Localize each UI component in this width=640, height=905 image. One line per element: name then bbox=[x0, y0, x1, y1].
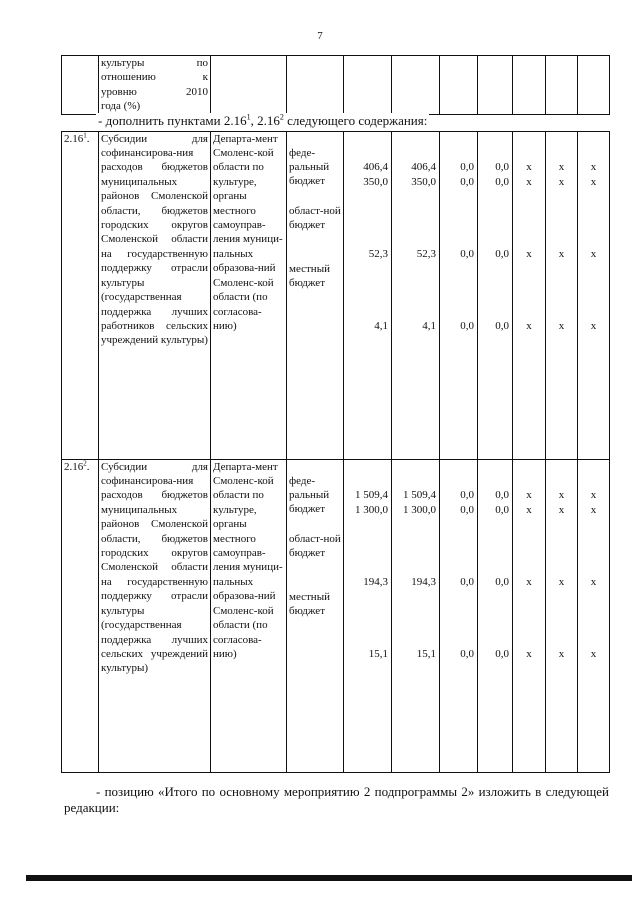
note-add-items: - дополнить пунктами 2.16$^1$, 2.16$^2$ следующего содержания: bbox=[98, 112, 428, 128]
table-row bbox=[62, 131, 610, 459]
item-description: Субсидии для софинансирова-ния расходов бюджетов муниципальных районов Смоленской области, бюджетов городских округов Смоленской области на государственную поддержку отрасли культуры (государственная поддержка лучших сельских учреждений культуры) bbox=[99, 459, 211, 772]
indicator-x-2: х х х х bbox=[546, 459, 578, 772]
program-table bbox=[61, 55, 609, 773]
item-description: Субсидии для софинансирова-ния расходов бюджетов муниципальных районов Смоленской области, бюджетов городских округов Смоленской области на государственную поддержку отрасли культуры (государственная поддержка лучших работников сельских учреждений культуры) bbox=[99, 131, 211, 459]
funding-sources: феде-ральный бюджет област-ной бюджет местный бюджет bbox=[287, 459, 344, 772]
continuation-row bbox=[62, 56, 610, 115]
amount-year-3: 0,0 0,0 0,0 0,0 bbox=[478, 459, 513, 772]
total-amount: 406,4 350,0 52,3 4,1 bbox=[344, 131, 392, 459]
amount-year-3: 0,0 0,0 0,0 0,0 bbox=[478, 131, 513, 459]
indicator-x-3: х х х х bbox=[578, 131, 610, 459]
item-executor: Департа-мент Смоленс-кой области по культуре, органы местного самоуправ-ления муници-пальных образова-ний Смоленс-кой области (по согласова-нию) bbox=[211, 459, 287, 772]
amount-year-1: 406,4 350,0 52,3 4,1 bbox=[392, 131, 440, 459]
table-row bbox=[62, 459, 610, 772]
note-position-edit: - позицию «Итого по основному мероприятию 2 подпрограммы 2» изложить в следующей редакции: bbox=[64, 784, 609, 815]
indicator-x-1: х х х х bbox=[513, 131, 546, 459]
item-executor: Департа-мент Смоленс-кой области по культуре, органы местного самоуправ-ления муници-пальных образова-ний Смоленс-кой области (по согласова-нию) bbox=[211, 131, 287, 459]
item-number: 2.16$^2$. bbox=[62, 459, 99, 772]
indicator-x-3: х х х х bbox=[578, 459, 610, 772]
amount-year-1: 1 509,4 1 300,0 194,3 15,1 bbox=[392, 459, 440, 772]
amount-year-2: 0,0 0,0 0,0 0,0 bbox=[440, 459, 478, 772]
page-number: 7 bbox=[317, 30, 323, 42]
indicator-x-2: х х х х bbox=[546, 131, 578, 459]
continuation-text: культуры по отношению к уровню 2010 года (%) bbox=[99, 56, 211, 115]
indicator-x-1: х х х х bbox=[513, 459, 546, 772]
item-number: 2.16$^1$. bbox=[62, 131, 99, 459]
bottom-rule bbox=[26, 875, 632, 881]
total-amount: 1 509,4 1 300,0 194,3 15,1 bbox=[344, 459, 392, 772]
funding-sources: феде-ральный бюджет област-ной бюджет местный бюджет bbox=[287, 131, 344, 459]
amount-year-2: 0,0 0,0 0,0 0,0 bbox=[440, 131, 478, 459]
